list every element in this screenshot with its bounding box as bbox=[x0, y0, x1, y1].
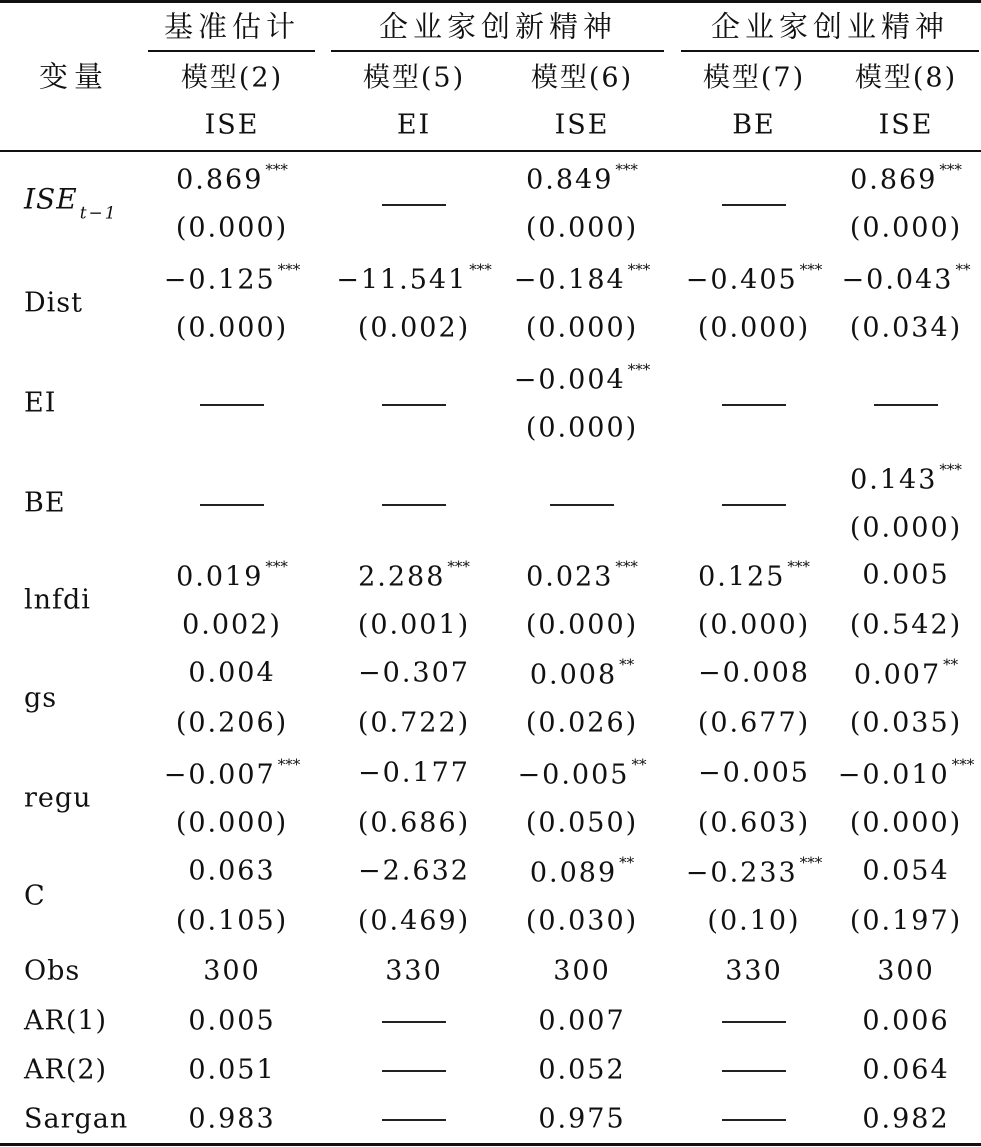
p-value: (0.000) bbox=[525, 412, 639, 444]
model-header: 模型(7) bbox=[702, 62, 806, 94]
coefficient bbox=[838, 756, 974, 791]
coefficient bbox=[188, 658, 275, 689]
p-value: (0.000) bbox=[849, 807, 963, 839]
stat-value: 300 bbox=[877, 955, 935, 987]
empty-cell-dash bbox=[722, 204, 786, 206]
coefficient bbox=[854, 656, 958, 691]
empty-cell-dash bbox=[722, 1021, 786, 1023]
stat-value: 0.975 bbox=[538, 1103, 626, 1135]
coefficient bbox=[530, 656, 634, 691]
coefficient-value: 0.054 bbox=[862, 855, 950, 887]
empty-cell-dash bbox=[722, 404, 786, 406]
coefficient-value: −0.233 bbox=[685, 857, 798, 889]
significance-stars: ** bbox=[631, 755, 647, 774]
coefficient bbox=[526, 558, 638, 593]
p-value: (0.000) bbox=[697, 312, 811, 344]
significance-stars: *** bbox=[627, 360, 651, 379]
empty-cell-dash bbox=[200, 404, 264, 406]
coefficient-value: 0.089 bbox=[529, 857, 618, 889]
coefficient bbox=[530, 854, 634, 889]
p-value: (0.000) bbox=[849, 512, 963, 544]
stat-value: 0.051 bbox=[188, 1054, 276, 1086]
stat-value: 330 bbox=[725, 955, 783, 987]
coefficient-value: 2.288 bbox=[358, 561, 446, 593]
group-header-entrepreneurship: 企业家创业精神 bbox=[710, 9, 950, 44]
coefficient bbox=[164, 261, 300, 296]
coefficient-value: 0.008 bbox=[529, 659, 618, 691]
significance-stars: ** bbox=[943, 655, 959, 674]
dependent-variable-header: ISE bbox=[204, 109, 260, 141]
empty-cell-dash bbox=[550, 504, 614, 506]
p-value: (0.722) bbox=[357, 707, 471, 739]
p-value: (0.000) bbox=[175, 807, 289, 839]
p-value: (0.050) bbox=[525, 807, 639, 839]
coefficient bbox=[164, 756, 300, 791]
coefficient bbox=[862, 560, 949, 591]
significance-stars: ** bbox=[619, 655, 635, 674]
p-value: (0.000) bbox=[697, 609, 811, 641]
significance-stars: *** bbox=[447, 557, 470, 576]
significance-stars: *** bbox=[277, 260, 301, 279]
coefficient-value: −0.177 bbox=[358, 757, 470, 789]
row-label: EI bbox=[24, 387, 57, 419]
bottom-rule bbox=[0, 1143, 981, 1146]
coefficient-value: 0.125 bbox=[698, 561, 786, 593]
p-value: (0.542) bbox=[849, 609, 963, 641]
empty-cell-dash bbox=[200, 504, 264, 506]
group-header-innovation: 企业家创新精神 bbox=[378, 9, 618, 44]
empty-cell-dash bbox=[722, 504, 786, 506]
stat-label: AR(1) bbox=[24, 1005, 108, 1037]
group-header-baseline: 基准估计 bbox=[163, 9, 301, 44]
p-value: (0.686) bbox=[357, 807, 471, 839]
row-label: Dist bbox=[24, 287, 83, 319]
coefficient bbox=[850, 161, 962, 196]
coefficient-value: 0.007 bbox=[853, 659, 942, 691]
stat-value: 300 bbox=[553, 955, 611, 987]
dependent-variable-header: ISE bbox=[878, 109, 934, 141]
empty-cell-dash bbox=[382, 1119, 446, 1121]
coefficient-value: 0.849 bbox=[526, 164, 614, 196]
significance-stars: *** bbox=[787, 557, 810, 576]
p-value: (0.002) bbox=[357, 312, 471, 344]
stat-value: 0.006 bbox=[862, 1005, 950, 1037]
group-rule-baseline bbox=[148, 50, 315, 52]
coefficient-value: 0.023 bbox=[526, 561, 614, 593]
coefficient-value: 0.005 bbox=[862, 559, 950, 591]
row-label: lnfdi bbox=[24, 584, 91, 616]
coefficient-value: −0.008 bbox=[698, 657, 810, 689]
coefficient-value: −0.307 bbox=[358, 657, 470, 689]
significance-stars: *** bbox=[627, 260, 651, 279]
model-header: 模型(8) bbox=[854, 62, 958, 94]
model-header: 模型(2) bbox=[180, 62, 284, 94]
coefficient bbox=[358, 558, 470, 593]
coefficient bbox=[358, 856, 470, 887]
coefficient-value: −11.541 bbox=[336, 264, 468, 296]
row-label-subscript: t−1 bbox=[79, 203, 118, 224]
significance-stars: *** bbox=[951, 755, 975, 774]
empty-cell-dash bbox=[382, 404, 446, 406]
empty-cell-dash bbox=[382, 504, 446, 506]
empty-cell-dash bbox=[382, 204, 446, 206]
p-value: (0.001) bbox=[357, 609, 471, 641]
coefficient bbox=[188, 856, 275, 887]
coefficient-value: −0.184 bbox=[513, 264, 626, 296]
coefficient bbox=[698, 658, 810, 689]
coefficient-value: −0.007 bbox=[163, 759, 276, 791]
coefficient bbox=[358, 658, 470, 689]
empty-cell-dash bbox=[722, 1119, 786, 1121]
coefficient-value: −0.004 bbox=[513, 364, 626, 396]
coefficient-value: −0.405 bbox=[685, 264, 798, 296]
p-value: (0.000) bbox=[525, 212, 639, 244]
coefficient-value: −0.010 bbox=[837, 759, 950, 791]
coefficient-value: −2.632 bbox=[358, 855, 470, 887]
stat-value: 0.005 bbox=[188, 1005, 276, 1037]
coefficient bbox=[698, 758, 810, 789]
coefficient-value: 0.869 bbox=[850, 164, 938, 196]
row-label bbox=[24, 183, 118, 224]
coefficient bbox=[842, 261, 971, 296]
coefficient bbox=[686, 854, 822, 889]
coefficient bbox=[514, 361, 650, 396]
significance-stars: ** bbox=[619, 853, 635, 872]
group-rule-entrepreneurship bbox=[681, 50, 979, 52]
group-rule-innovation bbox=[331, 50, 664, 52]
p-value: 0.002) bbox=[182, 609, 282, 641]
coefficient-value: −0.005 bbox=[517, 759, 630, 791]
coefficient-value: −0.125 bbox=[163, 264, 276, 296]
stat-value: 0.052 bbox=[538, 1054, 626, 1086]
row-label: BE bbox=[24, 487, 66, 519]
p-value: (0.10) bbox=[707, 905, 801, 937]
significance-stars: ** bbox=[955, 260, 971, 279]
header-bottom-rule bbox=[0, 150, 981, 152]
significance-stars: *** bbox=[939, 160, 962, 179]
coefficient-value: 0.143 bbox=[850, 464, 938, 496]
empty-cell-dash bbox=[382, 1070, 446, 1072]
coefficient bbox=[862, 856, 949, 887]
significance-stars: *** bbox=[615, 160, 638, 179]
significance-stars: *** bbox=[469, 260, 492, 279]
coefficient bbox=[518, 756, 647, 791]
row-label: C bbox=[24, 880, 46, 912]
significance-stars: *** bbox=[265, 160, 288, 179]
significance-stars: *** bbox=[799, 260, 823, 279]
significance-stars: *** bbox=[265, 557, 288, 576]
significance-stars: *** bbox=[939, 460, 962, 479]
row-label-main: ISE bbox=[24, 182, 78, 216]
coefficient bbox=[358, 758, 470, 789]
p-value: (0.035) bbox=[849, 707, 963, 739]
p-value: (0.677) bbox=[697, 707, 811, 739]
coefficient-value: 0.019 bbox=[176, 561, 264, 593]
model-header: 模型(6) bbox=[530, 62, 634, 94]
significance-stars: *** bbox=[799, 853, 823, 872]
empty-cell-dash bbox=[722, 1070, 786, 1072]
p-value: (0.030) bbox=[525, 905, 639, 937]
coefficient bbox=[850, 461, 962, 496]
p-value: (0.000) bbox=[525, 609, 639, 641]
variable-header: 变量 bbox=[38, 59, 110, 94]
p-value: (0.206) bbox=[175, 707, 289, 739]
coefficient bbox=[176, 161, 288, 196]
empty-cell-dash bbox=[874, 404, 938, 406]
stat-value: 0.982 bbox=[862, 1103, 950, 1135]
stat-value: 330 bbox=[385, 955, 443, 987]
coefficient bbox=[336, 261, 492, 296]
p-value: (0.000) bbox=[525, 312, 639, 344]
p-value: (0.105) bbox=[175, 905, 289, 937]
p-value: (0.026) bbox=[525, 707, 639, 739]
dependent-variable-header: ISE bbox=[554, 109, 610, 141]
coefficient-value: 0.869 bbox=[176, 164, 264, 196]
p-value: (0.000) bbox=[849, 212, 963, 244]
p-value: (0.000) bbox=[175, 312, 289, 344]
row-label: regu bbox=[24, 782, 92, 814]
model-header: 模型(5) bbox=[362, 62, 466, 94]
p-value: (0.603) bbox=[697, 807, 811, 839]
dependent-variable-header: EI bbox=[396, 109, 432, 141]
p-value: (0.197) bbox=[849, 905, 963, 937]
p-value: (0.469) bbox=[357, 905, 471, 937]
stat-value: 300 bbox=[203, 955, 261, 987]
coefficient bbox=[514, 261, 650, 296]
coefficient-value: −0.005 bbox=[698, 757, 810, 789]
stat-label: Obs bbox=[24, 955, 81, 987]
top-rule bbox=[0, 0, 981, 3]
coefficient bbox=[176, 558, 288, 593]
p-value: (0.000) bbox=[175, 212, 289, 244]
dependent-variable-header: BE bbox=[732, 109, 776, 141]
stat-value: 0.064 bbox=[862, 1054, 950, 1086]
coefficient-value: 0.004 bbox=[188, 657, 276, 689]
coefficient bbox=[526, 161, 638, 196]
stat-label: Sargan bbox=[24, 1103, 129, 1135]
significance-stars: *** bbox=[277, 755, 301, 774]
coefficient-value: −0.043 bbox=[841, 264, 954, 296]
p-value: (0.034) bbox=[849, 312, 963, 344]
significance-stars: *** bbox=[615, 557, 638, 576]
stat-value: 0.983 bbox=[188, 1103, 276, 1135]
stat-value: 0.007 bbox=[538, 1005, 626, 1037]
row-label: gs bbox=[24, 682, 58, 714]
coefficient bbox=[686, 261, 822, 296]
empty-cell-dash bbox=[382, 1021, 446, 1023]
stat-label: AR(2) bbox=[24, 1054, 108, 1086]
coefficient bbox=[698, 558, 810, 593]
coefficient-value: 0.063 bbox=[188, 855, 276, 887]
